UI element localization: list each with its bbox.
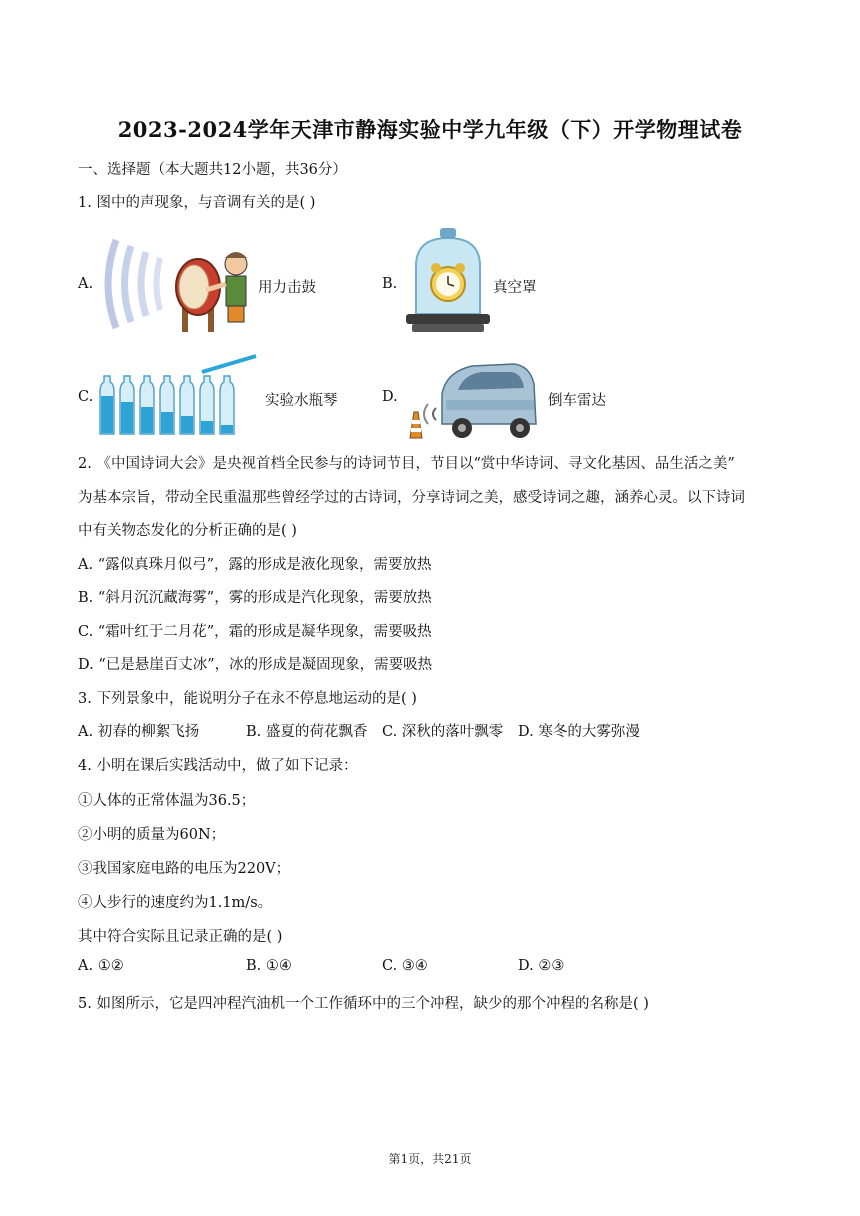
q1-option-d-caption: 倒车雷达 — [548, 393, 606, 409]
q1-option-c-caption: 实验水瓶琴 — [265, 393, 338, 409]
q2-option-d: D. “已是悬崖百丈冰”，冰的形成是凝固现象，需要吸热 — [78, 657, 433, 673]
q4-option-d: D. ②③ — [518, 958, 565, 974]
q3-option-c: C. 深秋的落叶飘零 — [382, 724, 504, 740]
question-5-stem: 5. 如图所示，它是四冲程汽油机一个工作循环中的三个冲程，缺少的那个冲程的名称是( ) — [78, 996, 649, 1012]
question-2-line-2: 为基本宗旨，带动全民重温那些曾经学过的古诗词，分享诗词之美，感受诗词之趣，涵养心灵。以下诗词 — [78, 490, 745, 506]
q1-option-a-letter: A. — [78, 276, 94, 292]
q4-option-b: B. ①④ — [246, 958, 292, 974]
question-4-stem: 4. 小明在课后实践活动中，做了如下记录： — [78, 758, 358, 774]
q4-record-3: ③我国家庭电路的电压为220V； — [78, 861, 291, 877]
water-bottles-illustration — [96, 354, 260, 438]
q4-option-c: C. ③④ — [382, 958, 428, 974]
q4-record-4: ④人步行的速度约为1.1m/s。 — [78, 895, 273, 911]
q4-record-2: ②小明的质量为60N； — [78, 827, 226, 843]
question-3-stem: 3. 下列景象中，能说明分子在永不停息地运动的是( ) — [78, 691, 417, 707]
q2-option-a: A. “露似真珠月似弓”，露的形成是液化现象，需要放热 — [78, 557, 432, 573]
car-radar-illustration — [402, 354, 540, 440]
question-1-stem: 1. 图中的声现象，与音调有关的是( ) — [78, 195, 316, 211]
question-2-line-3: 中有关物态发化的分析正确的是( ) — [78, 523, 297, 539]
q3-option-b: B. 盛夏的荷花飘香 — [246, 724, 368, 740]
q1-option-a-caption: 用力击鼓 — [258, 280, 316, 296]
q1-option-b-letter: B. — [382, 276, 398, 292]
vacuum-jar-illustration — [402, 226, 494, 336]
q4-question: 其中符合实际且记录正确的是( ) — [78, 929, 283, 945]
q1-option-d-letter: D. — [382, 389, 398, 405]
q1-option-b-caption: 真空罩 — [493, 280, 537, 296]
q1-option-c-letter: C. — [78, 389, 94, 405]
q4-option-a: A. ①② — [78, 958, 124, 974]
question-2-line-1: 2. 《中国诗词大会》是央视首档全民参与的诗词节目，节目以“赏中华诗词、寻文化基因、品生活之美” — [78, 456, 735, 472]
section-heading: 一、选择题（本大题共12小题，共36分） — [78, 162, 347, 178]
q3-option-a: A. 初春的柳絮飞扬 — [78, 724, 200, 740]
q2-option-b: B. “斜月沉沉藏海雾”，雾的形成是汽化现象，需要放热 — [78, 590, 432, 606]
drum-illustration — [98, 232, 258, 336]
page-footer: 第1页，共21页 — [388, 1152, 472, 1166]
q3-option-d: D. 寒冬的大雾弥漫 — [518, 724, 640, 740]
q2-option-c: C. “霜叶红于二月花”，霜的形成是凝华现象，需要吸热 — [78, 624, 432, 640]
page-title: 2023-2024学年天津市静海实验中学九年级（下）开学物理试卷 — [117, 117, 743, 142]
q4-record-1: ①人体的正常体温为36.5； — [78, 793, 256, 809]
